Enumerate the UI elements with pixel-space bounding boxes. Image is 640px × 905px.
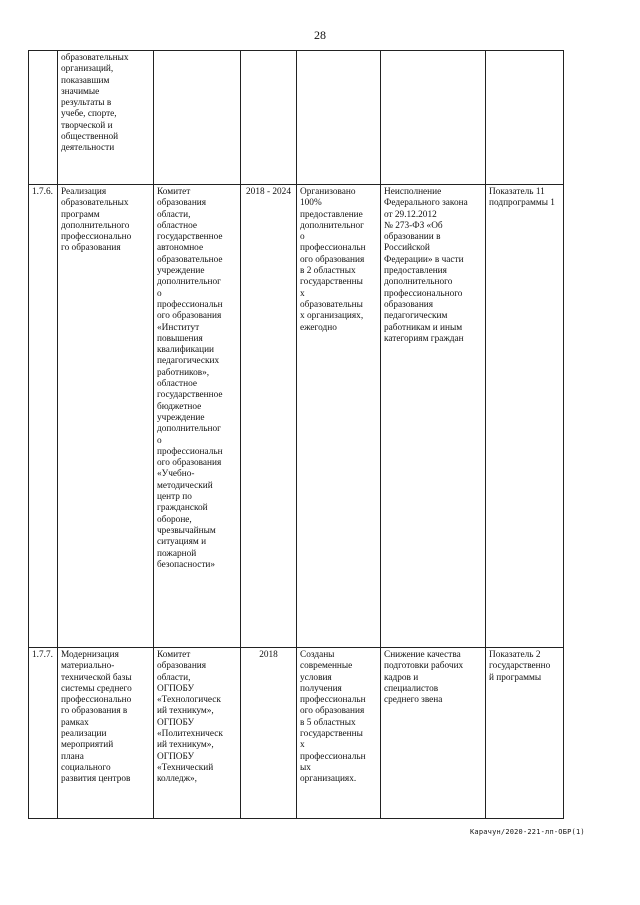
- cell-consequence: Неисполнение Федерального закона от 29.12.2012 № 273-ФЗ «Об образовании в Российской Федерации» в части предоставления дополнительного профессионального образования педагогическим работникам и иным категориям граждан: [381, 185, 486, 648]
- cell-expected-result: [297, 51, 381, 185]
- cell-executor: Комитет образования области, областное государственное автономное образовательное учреждение дополнительног о профессиональн ого образования «Институт повышения квалификации педагогических работников», областное государственное бюджетное учреждение дополнительног о профессиональн ого образования «Учебно- методический центр по гражданской обороне, чрезвычайным ситуациям и пожарной безопасности»: [154, 185, 241, 648]
- cell-consequence: Снижение качества подготовки рабочих кадров и специалистов среднего звена: [381, 648, 486, 819]
- table-row: [29, 51, 564, 185]
- cell-indicator: [486, 51, 564, 185]
- cell-number: 1.7.7.: [29, 648, 58, 819]
- cell-activity-name: Модернизация материально- технической базы системы среднего профессионально го образования в рамках реализации мероприятий плана социального развития центров: [58, 648, 154, 819]
- cell-period: [241, 51, 297, 185]
- cell-activity-name: Реализация образовательных программ дополнительного профессионально го образования: [58, 185, 154, 648]
- cell-period: 2018: [241, 648, 297, 819]
- cell-executor: [154, 51, 241, 185]
- table-row: [29, 648, 564, 819]
- cell-expected-result: Организовано 100% предоставление дополнительног о профессиональн ого образования в 2 областных государственны х образовательны х организациях, ежегодно: [297, 185, 381, 648]
- cell-number: 1.7.6.: [29, 185, 58, 648]
- document-code: Карачун/2020-221-лп-ОБР(1): [470, 828, 585, 836]
- cell-executor: Комитет образования области, ОГПОБУ «Технологическ ий техникум», ОГПОБУ «Политехническ ий техникум», ОГПОБУ «Технический колледж»,: [154, 648, 241, 819]
- cell-consequence: [381, 51, 486, 185]
- table-row: [29, 185, 564, 648]
- cell-activity-name: образовательных организаций, показавшим значимые результаты в учебе, спорте, творческой и общественной деятельности: [58, 51, 154, 185]
- program-table: [28, 50, 564, 819]
- cell-indicator: Показатель 11 подпрограммы 1: [486, 185, 564, 648]
- cell-indicator: Показатель 2 государственно й программы: [486, 648, 564, 819]
- cell-expected-result: Созданы современные условия получения профессиональн ого образования в 5 областных государственны х профессиональн ых организациях.: [297, 648, 381, 819]
- cell-number: [29, 51, 58, 185]
- page-number: 28: [314, 28, 326, 42]
- cell-period: 2018 - 2024: [241, 185, 297, 648]
